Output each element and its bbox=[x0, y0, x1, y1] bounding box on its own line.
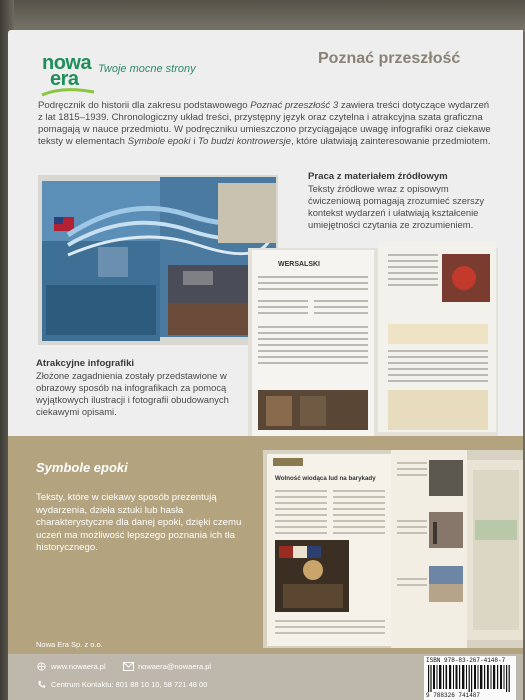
publisher-name: Nowa Era Sp. z o.o. bbox=[36, 640, 103, 649]
contact-row bbox=[36, 680, 207, 689]
symbols-spread-image bbox=[263, 450, 523, 648]
intro-paragraph: Podręcznik do historii dla zakresu podstawowego Poznać przeszłość 3 zawiera treści dotyczące wydarzeń z lat 1815–1939. Chronologiczny układ treści, przystępny język oraz czytelna i atrakcyjna szata graficzna pomagają w nauce przedmiotu. W podręczniku umieszczono przyciągające uwagę infografiki oraz ciekawe teksty w elementach Symbole epoki i To budzi kontrowersje, które ułatwiają zainteresowanie przedmiotem. bbox=[38, 100, 491, 147]
barricades-heading: Wolność wiodąca lud na barykady bbox=[275, 475, 376, 482]
nowa-era-logo bbox=[40, 52, 102, 98]
envelope-icon bbox=[123, 662, 134, 671]
barcode-digits: 9 788326 741487 bbox=[426, 692, 481, 699]
phone-icon bbox=[36, 680, 47, 689]
logo-swoosh-icon bbox=[40, 88, 96, 98]
infographics-text: Złożone zagadnienia zostały przedstawione w obrazowy sposób na infografikach za pomocą wyjątkowych ilustracji i fotografii obudowanych ciekawymi opisami. bbox=[36, 370, 229, 417]
versailles-spread-image bbox=[248, 240, 498, 440]
isbn-number: ISBN 978-83-267-4148-7 bbox=[426, 657, 506, 664]
symbols-title: Symbole epoki bbox=[36, 460, 128, 475]
tagline: Twoje mocne strony bbox=[98, 63, 196, 75]
contact-center: Centrum Kontaktu: 801 88 10 10, 58 721 48 00 bbox=[51, 680, 208, 689]
globe-icon bbox=[36, 662, 47, 671]
logo-word-nowa: nowa bbox=[42, 52, 92, 74]
website-link[interactable]: www.nowaera.pl bbox=[51, 662, 106, 671]
photo-background bbox=[0, 0, 525, 32]
source-work-text: Teksty źródłowe wraz z opisowym ćwiczeniową pomagają zrozumieć szerszy kontekst wydarzeń i ułatwiają kształcenie umiejętności czytania ze zrozumieniem. bbox=[308, 183, 485, 230]
website-row bbox=[36, 662, 106, 671]
book-title: Poznać przeszłość bbox=[318, 50, 461, 67]
book-back-cover bbox=[8, 30, 523, 700]
versailles-heading: WERSALSKI bbox=[278, 261, 320, 268]
email-row bbox=[123, 662, 211, 671]
barcode-bars-icon bbox=[428, 665, 512, 692]
logo-word-era: era bbox=[50, 68, 79, 90]
isbn-barcode bbox=[424, 656, 516, 700]
symbols-text: Teksty, które w ciekawy sposób prezentują wydarzenia, dzieła sztuki lub hasła charakterystyczne dla danej epoki, dzięki czemu uczeń ma możliwość lepszego poznania ich tła historycznego. bbox=[36, 492, 242, 553]
infographic-spread-image bbox=[38, 175, 278, 345]
email-link[interactable]: nowaera@nowaera.pl bbox=[138, 662, 212, 671]
infographics-title: Atrakcyjne infografiki bbox=[36, 358, 135, 369]
source-work-title: Praca z materiałem źródłowym bbox=[308, 171, 448, 182]
